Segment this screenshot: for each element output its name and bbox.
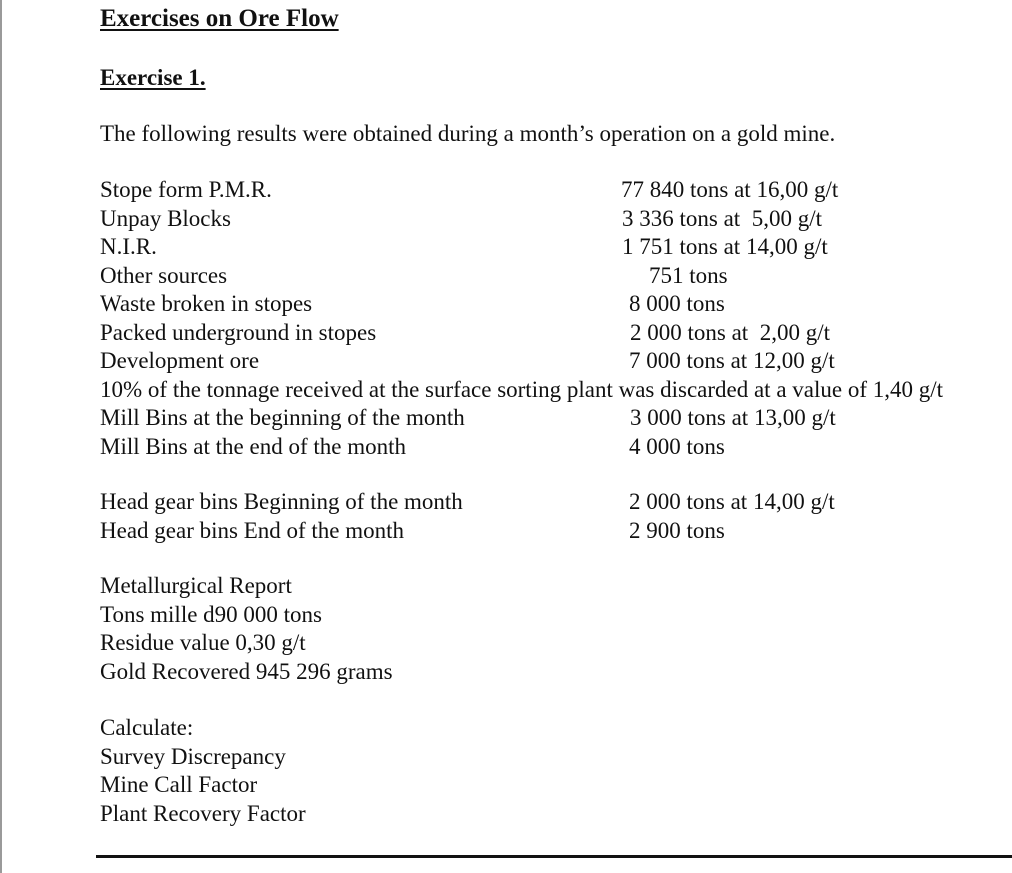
source-label: Development ore (100, 348, 260, 373)
metallurgical-report (100, 572, 393, 686)
source-row (100, 347, 1012, 376)
calculate-heading: Calculate: (100, 715, 194, 740)
source-row (100, 262, 1012, 291)
metallurgical-report-heading: Metallurgical Report (100, 573, 292, 598)
source-row (100, 319, 1012, 348)
mill-bins-row (100, 433, 1012, 462)
head-gear-value: 2 000 tons at 14,00 g/t (629, 489, 835, 514)
mill-bins-row (100, 404, 1012, 433)
source-value: 751 tons (649, 262, 728, 288)
calculate-item: Plant Recovery Factor (100, 800, 306, 826)
source-label: Stope form P.M.R. (100, 177, 272, 202)
sorting-plant-note: 10% of the tonnage received at the surface sorting plant was discarded at a value of 1,40 g/t (100, 376, 944, 402)
bottom-divider (96, 855, 1012, 858)
source-label: Waste broken in stopes (100, 291, 313, 316)
report-line: Tons mille d90 000 tons (100, 601, 323, 627)
mill-bins-label: Mill Bins at the beginning of the month (100, 405, 465, 430)
head-gear-row (100, 488, 1012, 517)
mill-bins-label: Mill Bins at the end of the month (100, 433, 406, 459)
head-gear-bins-list (100, 488, 1012, 545)
mill-bins-value: 3 000 tons at 13,00 g/t (630, 405, 836, 430)
source-value: 1 751 tons at 14,00 g/t (622, 234, 828, 259)
source-row (100, 205, 1012, 234)
source-row (100, 233, 1012, 262)
report-line: Gold Recovered 945 296 grams (100, 658, 393, 684)
source-value: 3 336 tons at 5,00 g/t (622, 205, 822, 231)
document-title: Exercises on Ore Flow (100, 5, 339, 32)
mill-bins-value: 4 000 tons (629, 433, 725, 459)
source-value: 7 000 tons at 12,00 g/t (629, 348, 835, 373)
source-value: 2 000 tons at 2,00 g/t (630, 319, 830, 345)
calculate-item: Mine Call Factor (100, 772, 258, 797)
head-gear-label: Head gear bins Beginning of the month (100, 489, 463, 514)
report-line: Residue value 0,30 g/t (100, 630, 306, 655)
head-gear-value: 2 900 tons (629, 517, 725, 543)
source-label: Unpay Blocks (100, 205, 231, 231)
head-gear-label: Head gear bins End of the month (100, 517, 405, 543)
head-gear-row (100, 517, 1012, 546)
exercise-heading: Exercise 1. (100, 65, 206, 90)
calculate-item: Survey Discrepancy (100, 743, 286, 769)
intro-paragraph: The following results were obtained during a month’s operation on a gold mine. (100, 121, 836, 146)
source-label: Packed underground in stopes (100, 319, 377, 345)
source-row (100, 290, 1012, 319)
source-label: N.I.R. (100, 234, 157, 259)
document-page (100, 0, 1012, 873)
page-left-edge (0, 0, 2, 873)
ore-sources-list (100, 176, 1012, 461)
source-value: 8 000 tons (629, 291, 725, 316)
source-row (100, 176, 1012, 205)
source-label: Other sources (100, 262, 228, 288)
source-value: 77 840 tons at 16,00 g/t (621, 177, 839, 202)
calculate-section (100, 714, 306, 828)
